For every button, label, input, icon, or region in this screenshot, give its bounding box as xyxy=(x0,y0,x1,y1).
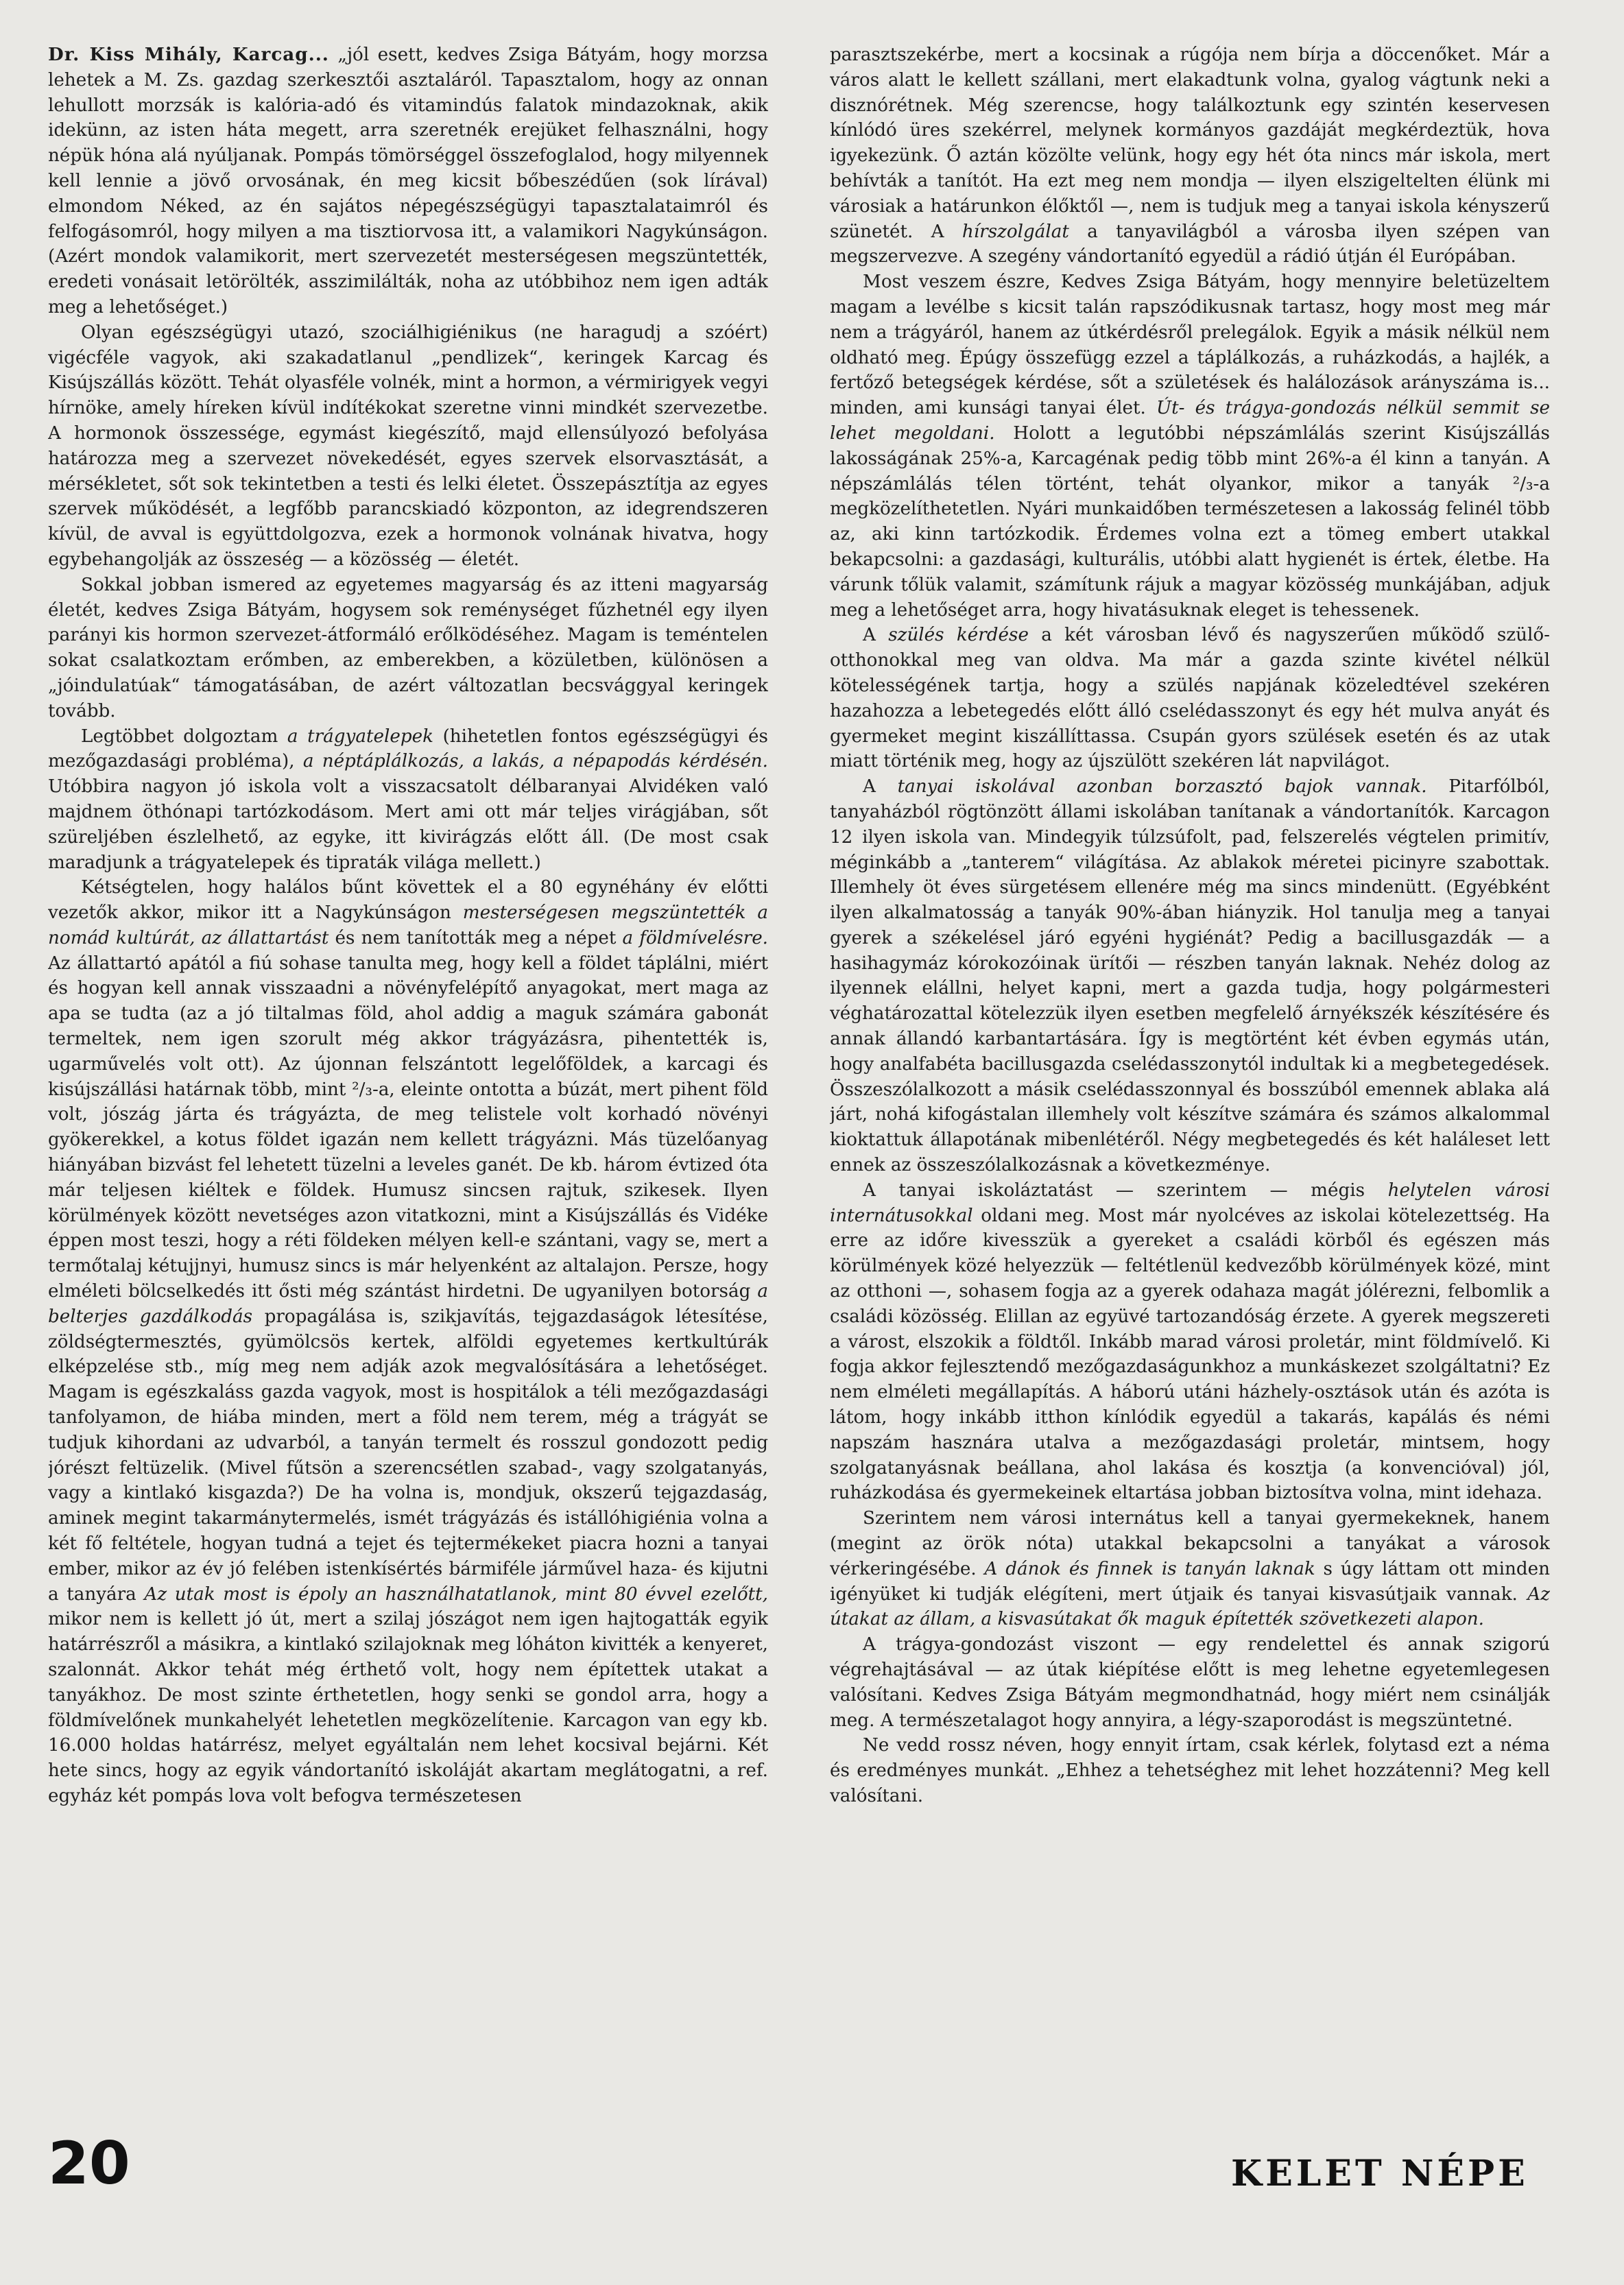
article-paragraph: Olyan egészségügyi utazó, szociálhigiénikus (ne haragudj a szóért) vigécféle vagyok, aki szakadatlanul „pendlizek“, keringek Karcag és Kisújszállás között. Tehát olyasféle volnék, mint a hormon, a vérmirigyek vegyi hírnöke, amely híreken kívül indítékokat szeretne vinni mindkét szervezetbe. A hormonok összessége, egymást kiegészítő, majd ellensúlyozó befolyása határozza meg a szervezet növekedését, egyes szervek elsorvasztását, a mérsékletet, sőt sok tekintetben a testi és lelki életet. Összepásztítja az egyes szervek működését, a legfőbb parancskiadó központon, az idegrendszeren kívül, de avval is együttdolgozva, ezek a hormonok volnának hivatva, hogy egybehangolják az összeség — a közösség — életét. xyxy=(48,322,768,570)
article-paragraph: Most veszem észre, Kedves Zsiga Bátyám, hogy mennyire beletüzeltem magam a levélbe s kicsit talán rapszódikusnak tartasz, hogy most meg már nem a trágyáról, hanem az útkérdésről prelegálok. Egyik a másik nélkül nem oldható meg. Épúgy összefügg ezzel a táplálkozás, a ruházkodás, a hajlék, a fertőző betegségek kérdése, sőt a születések és halálozások arányszáma is... minden, ami kunsági tanyai élet. Út- és trágya-gondozás nélkül semmit se lehet megoldani. Holott a legutóbbi népszámlálás szerint Kisújszállás lakosságának 25%-a, Karcagénak pedig több mint 26%-a él kinn a tanyán. A népszámlálás télen történt, tehát olyankor, mikor a tanyák ²/₃-a megközelíthetetlen. Nyári munkaidőben természetesen a lakosság felinél több az, aki kinn tartózkodik. Érdemes volna ezt a tömeg embert utakkal bekapcsolni: a gazdasági, kulturális, utóbbi alatt hygienét is értek, életbe. Ha várunk tőlük valamit, számítunk rájuk a magyar közösség munkájában, adjuk meg a lehetőséget arra, hogy hivatásuknak eleget is tehessenek. xyxy=(830,272,1550,621)
author-signature: Dr. Kiss Mihály, Karcag... xyxy=(48,44,329,65)
article-paragraph: Szerintem nem városi internátus kell a tanyai gyermekeknek, hanem (megint az örök nóta) utakkal bekapcsolni a tanyákat a városok vérkeringésébe. A dánok és finnek is tanyán laknak s úgy láttam ott minden igényüket ki tudják elégíteni, mert útjaik és tanyai kisvasútjaik vannak. Az útakat az állam, a kisvasútakat ők maguk építették szövetkezeti alapon. xyxy=(830,1508,1550,1630)
page-number: 20 xyxy=(48,2129,130,2198)
article-column-right xyxy=(830,43,1550,2127)
article-paragraph: A trágya-gondozást viszont — egy rendelettel és annak szigorú végrehajtásával — az útak kiépítése előtt is meg lehetne egyetemlegesen valósítani. Kedves Zsiga Bátyám megmondhatnád, hogy miért nem csinálják meg. A természetalagot hogy annyira, a légy-szaporodást is megszüntetné. xyxy=(830,1634,1550,1731)
publication-title: KELET NÉPE xyxy=(1231,2153,1529,2194)
article-paragraph: Dr. Kiss Mihály, Karcag... „jól esett, kedves Zsiga Bátyám, hogy morzsa lehetek a M. Zs. gazdag szerkesztői asztaláról. Tapasztalom, hogy az onnan lehullott morzsák is kalória-adó és vitamindús falatok mindazoknak, akik idekünn, az isten háta megett, arra szeretnék erejüket felhasználni, hogy népük hóna alá nyúljanak. Pompás tömörséggel összefoglalod, hogy milyennek kell lennie a jövő orvosának, én meg kicsit bőbeszédűen (sok lírával) elmondom Néked, az én sajátos népegészségügyi tapasztalataimról és felfogásomról, hogy milyen a ma tisztiorvosa itt, a valamikori Nagykúnságon. (Azért mondok valamikorit, mert szervezetét mesterségesen megszüntették, eredeti vonásait letörölték, asszimilálták, noha az utóbbihoz nem igen adták meg a lehetőséget.) xyxy=(48,44,768,318)
article-paragraph: Ne vedd rossz néven, hogy ennyit írtam, csak kérlek, folytasd ezt a néma és eredményes munkát. „Ehhez a tehetséghez mit lehet hozzátenni? Meg kell valósítani. xyxy=(830,1735,1550,1806)
article-column-left xyxy=(48,43,768,2127)
article-paragraph: Sokkal jobban ismered az egyetemes magyarság és az itteni magyarság életét, kedves Zsiga Bátyám, hogysem sok reménységet fűzhetnél egy ilyen parányi kis hormon szervezet-átformáló erőlködéséhez. Magam is teméntelen sokat csalatkoztam erőmben, az emberekben, a közületben, különösen a „jóindulatúak“ támogatásában, de azért változatlan becsvággyal keringek tovább. xyxy=(48,574,768,721)
article-paragraph: Kétségtelen, hogy halálos bűnt követtek el a 80 egynéhány év előtti vezetők akkor, mikor itt a Nagykúnságon mesterségesen megszüntették a nomád kultúrát, az állattartást és nem tanították meg a népet a földmívelésre. Az állattartó apától a fiú sohase tanulta meg, hogy kell a földet táplálni, miért és hogyan kell annak visszaadni a növényfelépítő anyagokat, mert maga az apa se tudta (az a jó tiltalmas föld, ahol addig a maguk számára gabonát termeltek, nem igen szorult még akkor trágyázásra, pihentették is, ugarművelés volt ott). Az újonnan felszántott legelőföldek, a karcagi és kisújszállási határnak több, mint ²/₃-a, eleinte ontotta a búzát, mert pihent föld volt, jószág járta és trágyázta, de meg telistele volt korhadó növényi gyökerekkel, a kotus földet igazán nem kellett trágyázni. Más tüzelőanyag hiányában bizvást fel lehetett tüzelni a leveles ganét. De kb. három évtized óta már teljesen kiéltek e földek. Humusz sincsen rajtuk, szikesek. Ilyen körülmények között nevetséges azon vitatkozni, mint a Kisújszállás és Vidéke éppen most teszi, hogy a réti földeken mélyen kell-e szántani, vagy se, mert a termőtalaj kétujjnyi, humusz sincs is már helyenként az altalajon. Persze, hogy elméleti bölcselkedés itt ősti még szántást hirdetni. De ugyanilyen botorság a belterjes gazdálkodás propagálása is, szikjavítás, tejgazdaságok létesítése, zöldségtermesztés, gyümölcsös kertek, alföldi egyetemes kertkultúrák elképzelése stb., míg meg nem adják azok megvalósítására a lehetőséget. Magam is egészkaláss gazda vagyok, most is hospitálok a téli mezőgazdasági tanfolyamon, de hiába minden, mert a föld nem terem, még a trágyát se tudjuk kihordani az udvarból, a tanyán termelt és rosszul gondozott pedig jórészt feltüzelik. (Mivel fűtsön a szerencsétlen szabad-, vagy szolgatanyás, vagy a kintlakó kisgazda?) De ha volna is, mondjuk, okszerű tejgazdaság, aminek megint takarmánytermelés, ismét trágyázás és istállóhigiénia volna a két fő feltétele, hogyan tudná a tejet és tejtermékeket piacra hozni a tanyai ember, mikor az év jó felében istenkísértés bármiféle járművel haza- és kijutni a tanyára Az utak most is époly an használhatatlanok, mint 80 évvel ezelőtt, mikor nem is kellett jó út, mert a szilaj jószágot nem igen hajtogatták egyik határrészről a másikra, a kintlakó szilajoknak meg lóháton kivitték a kenyeret, szalonnát. Akkor tehát még érthető volt, hogy nem építettek utakat a tanyákhoz. De most szinte érthetetlen, hogy senki se gondol arra, hogy a földmívelőnek munkahelyét lehetetlen megközelítenie. Karcagon van egy kb. 16.000 holdas határrész, melyet egyáltalán nem lehet kocsival bejárni. Két hete sincs, hogy az egyik vándortanító iskoláját akartam meglátogatni, a ref. egyház két pompás lova volt befogva természetesen xyxy=(48,877,768,1806)
article-paragraph: parasztszekérbe, mert a kocsinak a rúgója nem bírja a döccenőket. Már a város alatt le kellett szállani, mert elakadtunk volna, gyalog vágtunk neki a disznórétnek. Még szerencse, hogy találkoztunk egy szintén keservesen kínlódó üres szekérrel, melynek kormányos gazdáját megkérdeztük, hova igyekezünk. Ő aztán közölte velünk, hogy egy hét óta nincs már iskola, mert behívták a tanítót. Ha ezt meg nem mondja — ilyen elszigeltelten élünk mi városiak a határunkon élőktől —, nem is tudjuk meg a tanyai iskola kényszerű szünetét. A hírszolgálat a tanyavilágból a városba ilyen szépen van megszervezve. A szegény vándortanító egyedül a rádió útján él Európában. xyxy=(830,45,1550,267)
article-paragraph: A szülés kérdése a két városban lévő és nagyszerűen működő szülő-otthonokkal meg van oldva. Ma már a gazda szinte kivétel nélkül kötelességének tartja, hogy a szülés napjának közeledtével szekéren hazahozza a lebetegedés előtt álló cselédasszonyt és egy hét mulva anyát és gyermeket megint kiszállíttassa. Csupán gyors szülések esetén és az utak miatt történik meg, hogy az újszülött szekéren lát napvilágot. xyxy=(830,625,1550,772)
article-paragraph: Legtöbbet dolgoztam a trágyatelepek (hihetetlen fontos egészségügyi és mezőgazdasági probléma), a néptáplálkozás, a lakás, a népapodás kérdésén. Utóbbira nagyon jó iskola volt a visszacsatolt délbaranyai Alvidéken való majdnem öthónapi tartózkodásom. Mert ami ott már teljes virágjában, sőt szüreljében észlelhető, az egyke, itt kivirágzás előtt áll. (De most csak maradjunk a trágyatelepek és tipraták világa mellett.) xyxy=(48,726,768,873)
article-paragraph: A tanyai iskolával azonban borzasztó bajok vannak. Pitarfólból, tanyaházból rögtönzött állami iskolában tanítanak a vándortanítók. Karcagon 12 ilyen iskola van. Mindegyik túlzsúfolt, pad, felszerelés végtelen primitív, méginkább a „tanterem“ világítása. Az ablakok méretei picinyre szabottak. Illemhely öt éves sürgetésem ellenére még ma sincs mindenütt. (Egyébként ilyen alkalmatosság a tanyák 90%-ában hiányzik. Hol tanulja meg a tanyai gyerek a székelésel járó egyéni hygiénát? Pedig a bacillusgazdák — a hasihagymáz kórokozóinak ürítői — részben tanyán laknak. Nehéz dolog az ilyennek elállni, helyet kapni, mert a gazda tudja, hogy polgármesteri véghatározattal kötelezzük ilyen esetben megfelelő árnyékszék készítésére és annak állandó karbantartására. Így is megtörtént két évben egymás után, hogy analfabéta bacillusgazda cselédasszonytól indultak ki a megbetegedések. Összeszólalkozott a másik cselédasszonnyal és bosszúból emennek ablaka alá járt, nohá kifogástalan illemhely volt készítve számára és számos alkalommal kioktattuk állapotának mibenlétéről. Négy megbetegedés és két haláleset lett ennek az összeszólalkozásnak a következménye. xyxy=(830,776,1550,1176)
article-paragraph: A tanyai iskoláztatást — szerintem — mégis helytelen városi internátusokkal oldani meg. Most már nyolcéves az iskolai kötelezettség. Ha erre az időre kivesszük a gyereket a családi körből és egészen más körülmények közé helyezzük — feltétlenül kedvezőbb körülmények közé, mint az otthoni —, sohasem fogja az a gyerek odahaza magát jólérezni, felbomlik a családi közösség. Elillan az együvé tartozandóság érzete. A gyerek megszereti a várost, elszokik a földtől. Inkább marad városi proletár, mint földmívelő. Ki fogja akkor fejlesztendő mezőgazdaságunkhoz a munkáskezet szolgáltatni? Ez nem elméleti megállapítás. A háború utáni házhely-osztások után és azóta is látom, hogy inkább itthon kínlódik egyedül a takarás, kapálás és némi napszám hasznára utalva a mezőgazdasági proletár, mintsem, hogy szolgatanyásnak beállana, ahol lakása és kosztja (a konvencióval) jól, ruházkodása és gyermekeinek eltartása jobban biztosítva volna, mint idehaza. xyxy=(830,1180,1550,1504)
